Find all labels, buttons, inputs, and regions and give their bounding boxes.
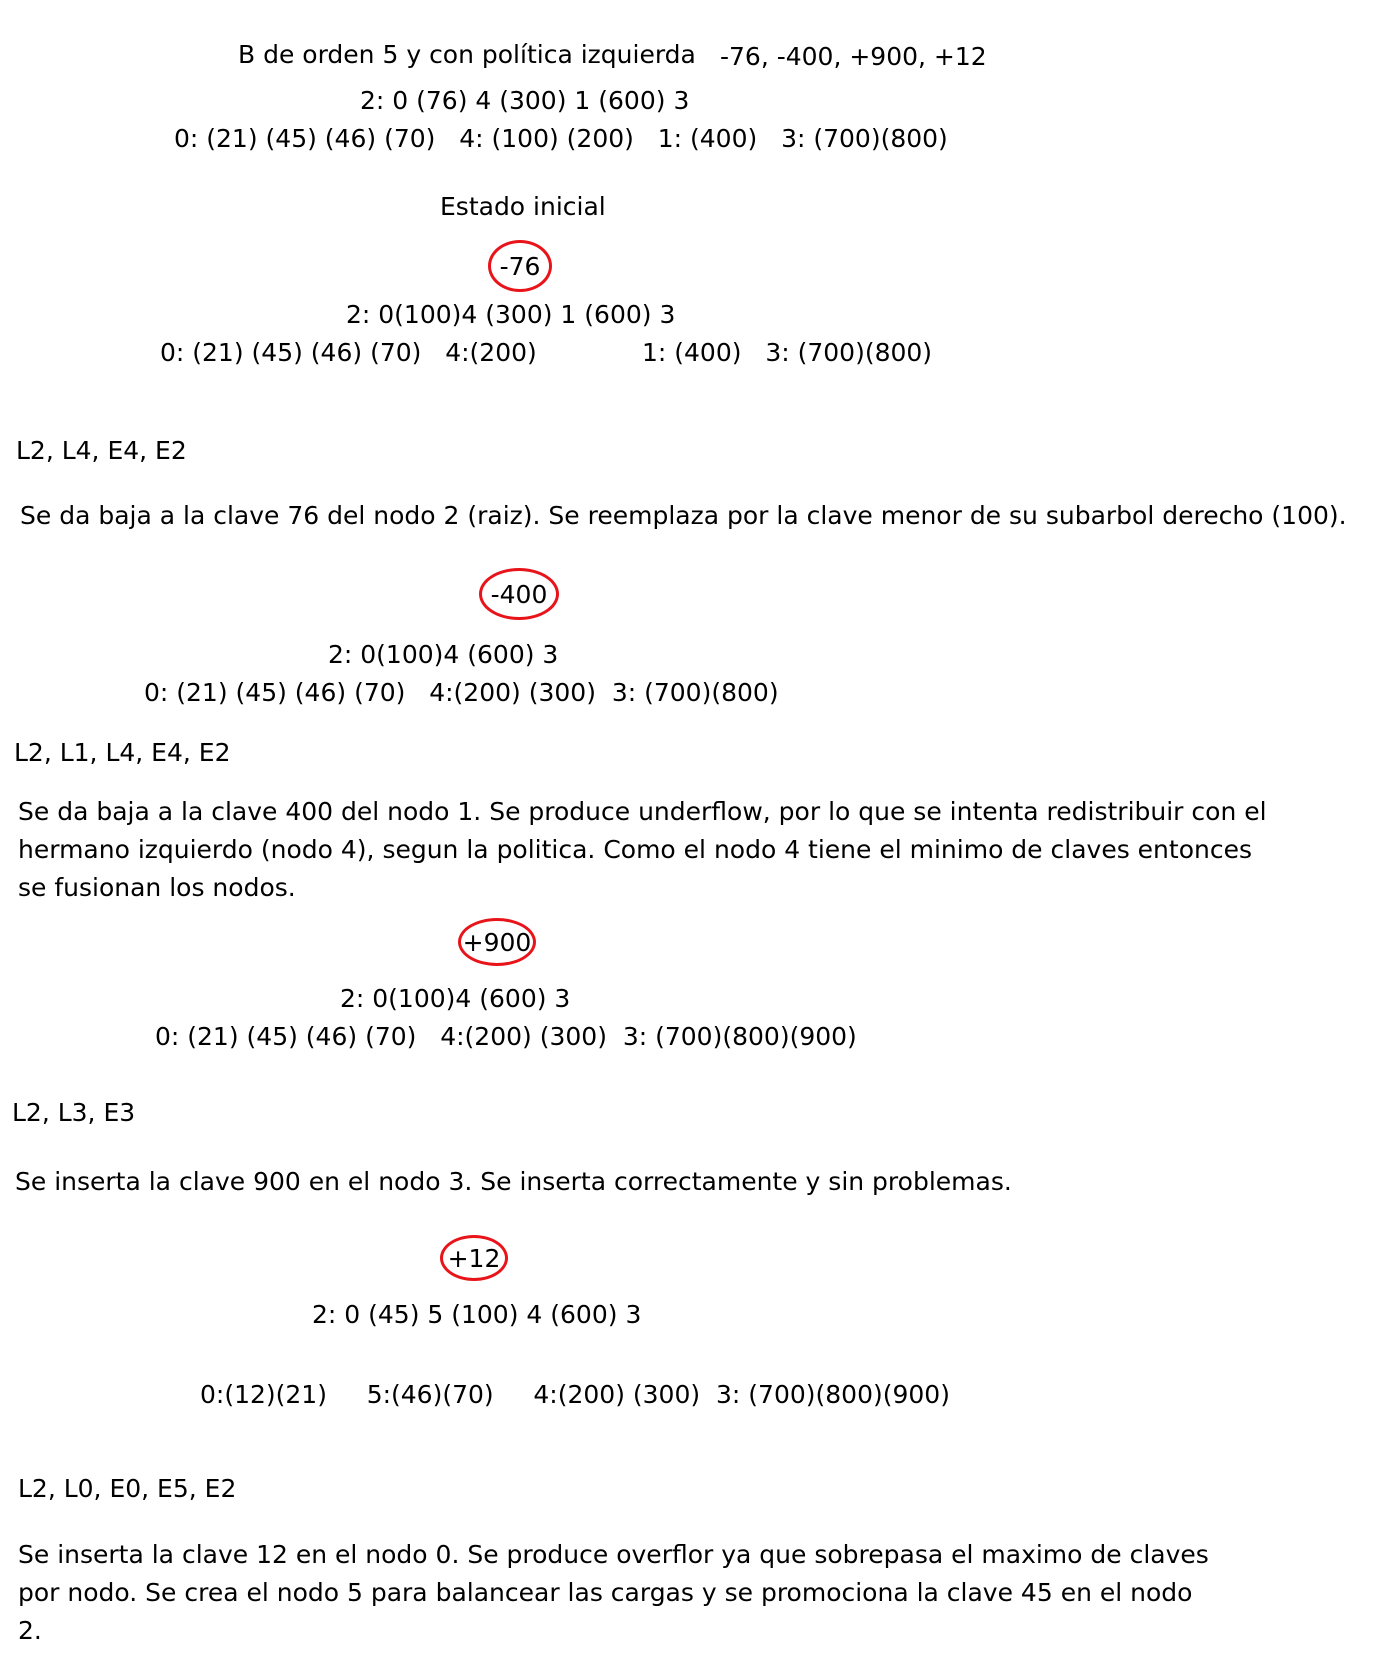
- step1-explanation: Se da baja a la clave 76 del nodo 2 (raiz). Se reemplaza por la clave menor de su subarbol derecho (100).: [20, 501, 1347, 530]
- step3-root-node: 2: 0(100)4 (600) 3: [340, 984, 571, 1013]
- operation-circle: -76: [488, 240, 552, 292]
- step4-leaf-nodes: 0:(12)(21) 5:(46)(70) 4:(200) (300) 3: (700)(800)(900): [200, 1380, 950, 1409]
- step2-leaf-nodes: 0: (21) (45) (46) (70) 4:(200) (300) 3: (700)(800): [144, 678, 779, 707]
- step4-trace: L2, L0, E0, E5, E2: [18, 1474, 237, 1503]
- step3-explanation: Se inserta la clave 900 en el nodo 3. Se inserta correctamente y sin problemas.: [15, 1167, 1012, 1196]
- step1-root-node: 2: 0(100)4 (300) 1 (600) 3: [346, 300, 676, 329]
- step1-leaf-nodes-right: 1: (400) 3: (700)(800): [642, 338, 933, 367]
- title: B de orden 5 y con política izquierda: [238, 40, 696, 69]
- step2-root-node: 2: 0(100)4 (600) 3: [328, 640, 559, 669]
- operation-circle: -400: [479, 568, 559, 620]
- step3-trace: L2, L3, E3: [12, 1098, 136, 1127]
- initial-leaf-nodes: 0: (21) (45) (46) (70) 4: (100) (200) 1: (400) 3: (700)(800): [174, 124, 948, 153]
- step2-trace: L2, L1, L4, E4, E2: [14, 738, 231, 767]
- step1-trace: L2, L4, E4, E2: [16, 436, 187, 465]
- step2-explanation: Se da baja a la clave 400 del nodo 1. Se produce underflow, por lo que se intenta redistribuir con el hermano izquierdo (nodo 4), segun la politica. Como el nodo 4 tiene el minimo de claves entonces se fusionan los nodos.: [18, 797, 1267, 902]
- step4-root-node: 2: 0 (45) 5 (100) 4 (600) 3: [312, 1300, 642, 1329]
- initial-state-label: Estado inicial: [440, 192, 606, 221]
- operation-circle: +12: [440, 1235, 508, 1281]
- step1-leaf-nodes-left: 0: (21) (45) (46) (70) 4:(200): [160, 338, 537, 367]
- operations-list: -76, -400, +900, +12: [720, 42, 987, 71]
- step4-explanation: Se inserta la clave 12 en el nodo 0. Se produce overflor ya que sobrepasa el maximo de claves por nodo. Se crea el nodo 5 para balancear las cargas y se promociona la clave 45 en el nodo 2.: [18, 1540, 1209, 1645]
- operation-circle: +900: [458, 918, 536, 966]
- step3-leaf-nodes: 0: (21) (45) (46) (70) 4:(200) (300) 3: (700)(800)(900): [155, 1022, 857, 1051]
- initial-root-node: 2: 0 (76) 4 (300) 1 (600) 3: [360, 86, 690, 115]
